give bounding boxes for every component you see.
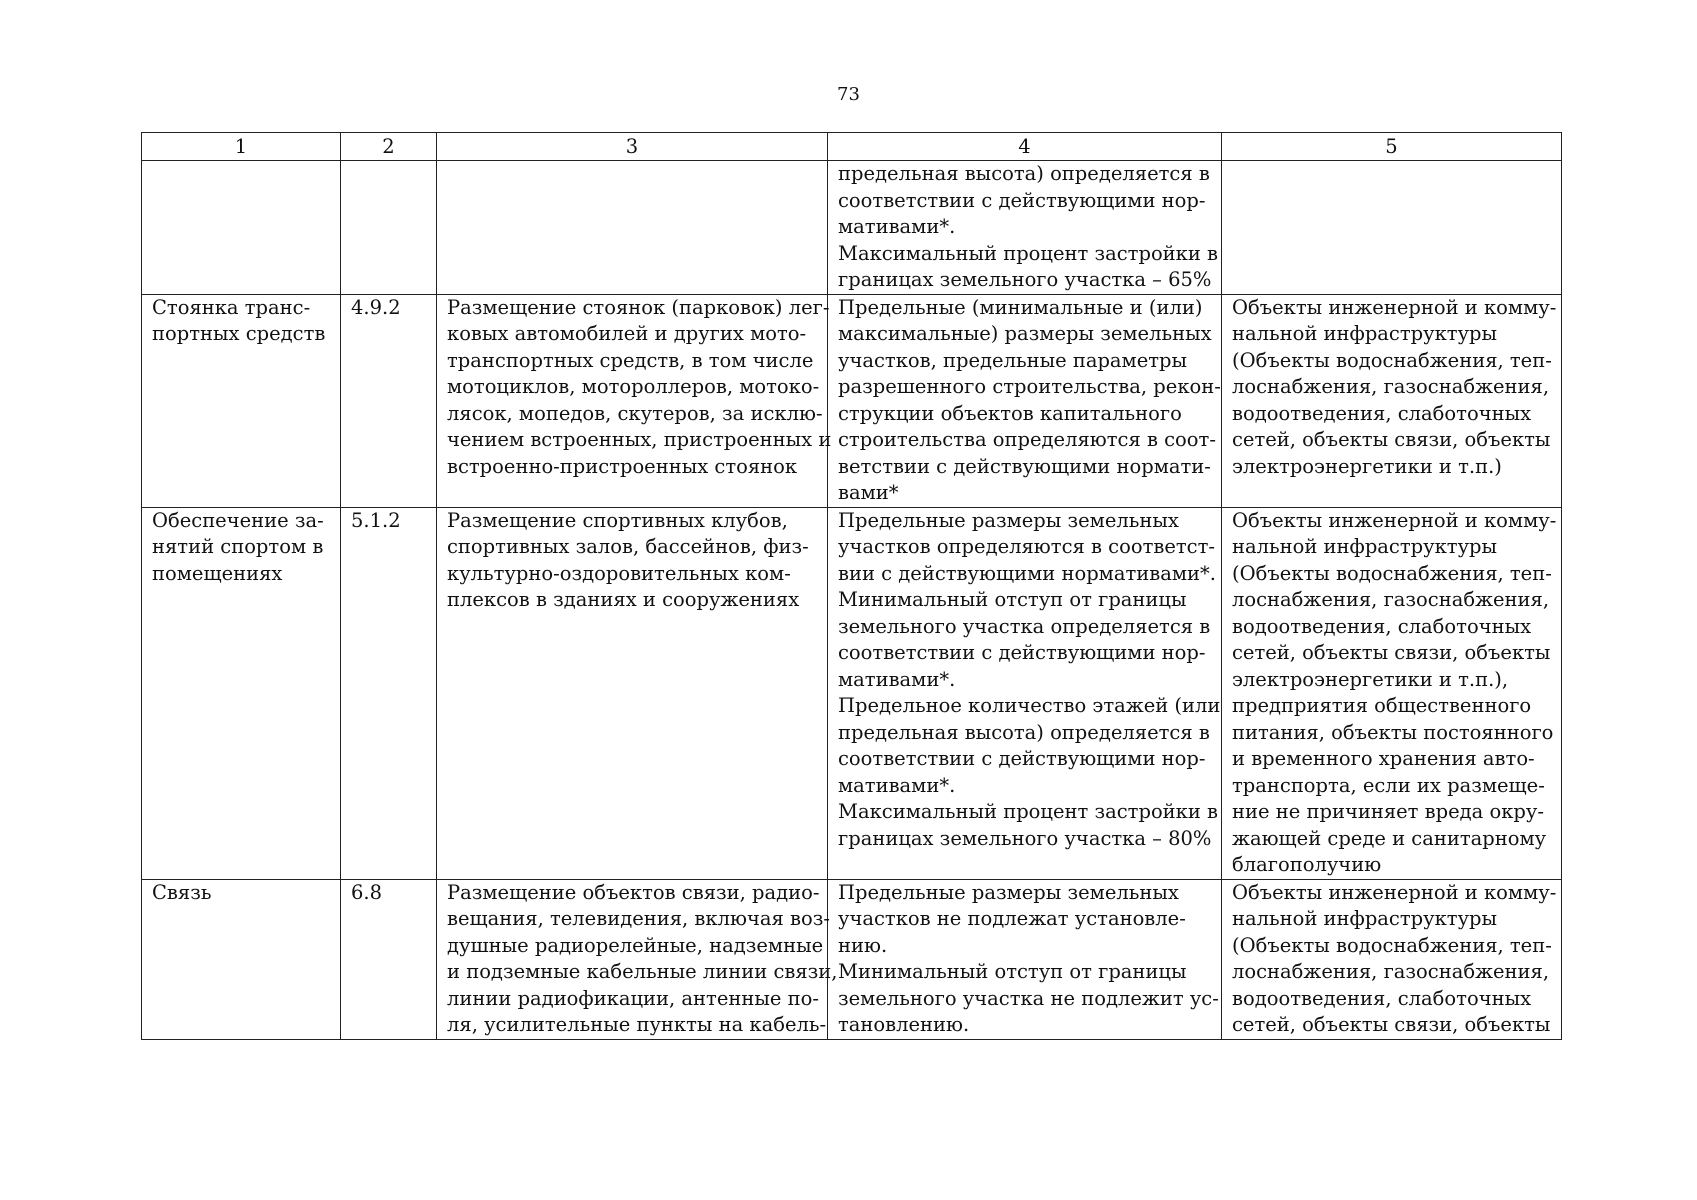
cell-text-line: электроэнергетики и т.п.), — [1232, 667, 1509, 691]
page-number: 73 — [837, 84, 860, 105]
cell-text-line: участков не подлежат установле- — [838, 907, 1186, 930]
cell-text-line: границах земельного участка – 80% — [838, 826, 1212, 850]
cell-text-line: водоотведения, слаботочных — [1232, 614, 1532, 638]
cell-text-line: Размещение стоянок (парковок) лег- — [447, 295, 830, 319]
cell-text-line: лоснабжения, газоснабжения, — [1232, 588, 1550, 611]
cell-text-line: (Объекты водоснабжения, теп- — [1232, 933, 1552, 957]
parameters-cell — [828, 879, 1222, 1039]
cell-text-line: струкции объектов капитального — [838, 401, 1182, 425]
cell-text-line: Предельные размеры земельных — [838, 880, 1179, 904]
table-row — [142, 879, 1562, 1039]
cell-text-line: лоснабжения, газоснабжения, — [1232, 960, 1550, 983]
cell-text-line: Объекты инженерной и комму- — [1232, 508, 1557, 532]
use-description-cell — [437, 294, 832, 507]
cell-text-line: Обеспечение за- — [152, 508, 324, 532]
cell-text-line: ля, усилительные пункты на кабель- — [447, 1013, 827, 1036]
cell-text-line: Объекты инженерной и комму- — [1232, 295, 1557, 319]
use-code-cell — [341, 507, 437, 879]
table-row — [142, 294, 1562, 507]
cell-text-line: лоснабжения, газоснабжения, — [1232, 375, 1550, 398]
cell-text-line: предприятия общественного — [1232, 694, 1532, 717]
cell-text-line: мативами*. — [838, 667, 956, 691]
cell-text-line: нальной инфраструктуры — [1232, 535, 1498, 558]
cell-text-line: земельного участка определяется в — [838, 614, 1211, 638]
cell-text-line: нию. — [838, 933, 888, 957]
cell-text-line: Максимальный процент застройки в — [838, 241, 1219, 265]
cell-text-line: соответствии с действующими нор- — [838, 188, 1206, 212]
cell-text-line: нятий спортом в — [152, 535, 324, 558]
use-name-cell — [142, 161, 341, 295]
cell-text-line: Связь — [152, 880, 212, 904]
cell-text-line: Стоянка транс- — [152, 295, 311, 319]
use-description-cell — [437, 507, 828, 879]
cell-text-line: участков, предельные параметры — [838, 348, 1188, 372]
cell-text-line: и временного хранения авто- — [1232, 747, 1535, 770]
cell-text-line: вами* — [838, 481, 899, 504]
cell-text-line: питания, объекты постоянного — [1232, 720, 1554, 744]
cell-text-line: максимальные) размеры земельных — [838, 322, 1212, 345]
cell-text-line: ние не причиняет вреда окру- — [1232, 800, 1544, 823]
use-code-cell — [341, 879, 437, 1039]
parameters-cell — [828, 294, 1222, 507]
cell-text-line: земельного участка не подлежит ус- — [838, 986, 1219, 1010]
column-number-3: 3 — [437, 133, 828, 161]
cell-text-line: жающей среде и санитарному — [1232, 826, 1547, 850]
cell-text-line: Объекты инженерной и комму- — [1232, 880, 1557, 904]
cell-text-line: сетей, объекты связи, объекты — [1232, 1013, 1551, 1036]
cell-text-line: мативами*. — [838, 215, 956, 238]
cell-text-line: благополучию — [1232, 853, 1382, 876]
parameters-cell — [828, 161, 1222, 295]
land-use-table — [141, 132, 1562, 1040]
cell-text-line: Минимальный отступ от границы — [838, 588, 1187, 611]
use-description-cell — [437, 879, 838, 1039]
cell-text-line: 5.1.2 — [351, 508, 401, 532]
cell-text-line: водоотведения, слаботочных — [1232, 401, 1532, 425]
cell-text-line: (Объекты водоснабжения, теп- — [1232, 561, 1552, 585]
cell-text-line: границах земельного участка – 65% — [838, 268, 1212, 291]
cell-text-line: предельная высота) определяется в — [838, 720, 1210, 744]
auxiliary-uses-cell — [1222, 161, 1562, 295]
cell-text-line: сетей, объекты связи, объекты — [1232, 428, 1551, 451]
column-number-5: 5 — [1222, 133, 1562, 161]
parameters-cell — [828, 507, 1222, 879]
cell-text-line: разрешенного строительства, рекон- — [838, 375, 1221, 398]
cell-text-line: (Объекты водоснабжения, теп- — [1232, 348, 1552, 372]
table-body — [142, 161, 1562, 1040]
column-number-1: 1 — [142, 133, 341, 161]
cell-text-line: нальной инфраструктуры — [1232, 322, 1498, 345]
cell-text-line: водоотведения, слаботочных — [1232, 986, 1532, 1010]
cell-text-line: мотоциклов, мотороллеров, мотоко- — [447, 375, 820, 398]
cell-text-line: чением встроенных, пристроенных и — [447, 428, 832, 451]
cell-text-line: вещания, телевидения, включая воз- — [447, 907, 830, 930]
cell-text-line: 4.9.2 — [351, 295, 401, 319]
table-row — [142, 507, 1562, 879]
cell-text-line: плексов в зданиях и сооружениях — [447, 588, 800, 611]
cell-text-line: мативами*. — [838, 773, 956, 797]
cell-text-line: нальной инфраструктуры — [1232, 907, 1498, 930]
use-name-cell — [142, 879, 341, 1039]
cell-text-line: лясок, мопедов, скутеров, за исклю- — [447, 401, 823, 425]
cell-text-line: электроэнергетики и т.п.) — [1232, 454, 1502, 478]
cell-text-line: портных средств — [152, 322, 326, 345]
cell-text-line: строительства определяются в соот- — [838, 428, 1216, 451]
column-number-4: 4 — [828, 133, 1222, 161]
cell-text-line: Предельное количество этажей (или — [838, 694, 1221, 717]
auxiliary-uses-cell — [1222, 879, 1562, 1039]
cell-text-line: транспорта, если их размеще- — [1232, 773, 1545, 797]
cell-text-line: предельная высота) определяется в — [838, 162, 1210, 185]
cell-text-line: спортивных залов, бассейнов, физ- — [447, 535, 809, 558]
use-description-cell — [437, 161, 828, 295]
cell-text-line: Предельные (минимальные и (или) — [838, 295, 1203, 319]
cell-text-line: Максимальный процент застройки в — [838, 800, 1219, 823]
cell-text-line: линии радиофикации, антенные по- — [447, 986, 819, 1010]
cell-text-line: тановлению. — [838, 1013, 970, 1036]
cell-text-line: соответствии с действующими нор- — [838, 747, 1206, 770]
cell-text-line: и подземные кабельные линии связи, — [447, 960, 838, 983]
use-name-cell — [142, 294, 341, 507]
cell-text-line: сетей, объекты связи, объекты — [1232, 641, 1551, 664]
cell-text-line: Минимальный отступ от границы — [838, 960, 1187, 983]
cell-text-line: соответствии с действующими нор- — [838, 641, 1206, 664]
cell-text-line: вии с действующими нормативами*. — [838, 561, 1216, 585]
cell-text-line: Размещение спортивных клубов, — [447, 508, 788, 532]
auxiliary-uses-cell — [1222, 294, 1562, 507]
use-name-cell — [142, 507, 341, 879]
auxiliary-uses-cell — [1222, 507, 1562, 879]
cell-text-line: встроенно-пристроенных стоянок — [447, 454, 798, 478]
cell-text-line: душные радиорелейные, надземные — [447, 933, 824, 957]
cell-text-line: культурно-оздоровительных ком- — [447, 561, 791, 585]
column-number-2: 2 — [341, 133, 437, 161]
column-number-row — [142, 133, 1562, 161]
table-row — [142, 161, 1562, 295]
cell-text-line: 6.8 — [351, 880, 383, 904]
cell-text-line: участков определяются в соответст- — [838, 535, 1215, 558]
cell-text-line: Размещение объектов связи, радио- — [447, 880, 820, 904]
cell-text-line: ветствии с действующими нормати- — [838, 454, 1211, 478]
cell-text-line: помещениях — [152, 561, 283, 585]
use-code-cell — [341, 294, 437, 507]
cell-text-line: ковых автомобилей и других мото- — [447, 322, 807, 345]
use-code-cell — [341, 161, 437, 295]
cell-text-line: Предельные размеры земельных — [838, 508, 1179, 532]
cell-text-line: транспортных средств, в том числе — [447, 348, 814, 372]
